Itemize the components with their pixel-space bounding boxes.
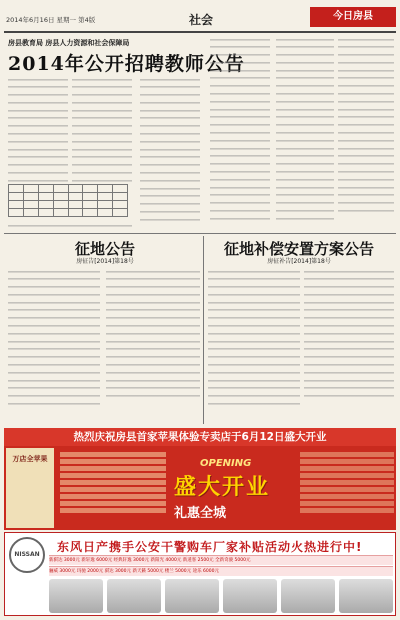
car-image xyxy=(339,579,393,613)
ad-side-panel: 万店全苹果 xyxy=(6,448,54,528)
nissan-headline: 东风日产携手公安干警购车厂家补贴活动火热进行中! xyxy=(57,540,363,554)
car-photos xyxy=(49,579,393,613)
car-image xyxy=(281,579,335,613)
page-header xyxy=(4,3,396,33)
ad-opening-label: OPENING xyxy=(200,458,252,469)
issue-date: 2014年6月16日 星期一 第4版 xyxy=(6,16,96,24)
car-image xyxy=(165,579,219,613)
article1-footer-text xyxy=(8,222,132,230)
ad-info-left xyxy=(60,450,166,526)
article1-title: 2014年公开招聘教师公告 xyxy=(8,53,245,75)
article1-col6-text xyxy=(338,36,394,226)
recruitment-table xyxy=(8,184,128,217)
ad-promo-text: 礼惠全城 xyxy=(174,506,227,521)
article3-col1-text xyxy=(208,268,300,418)
article3-col2-text xyxy=(304,268,394,418)
article1-col1-text xyxy=(8,76,68,182)
newspaper-logo: 今日房县 xyxy=(310,7,396,27)
car-image xyxy=(49,579,103,613)
section-divider xyxy=(4,233,396,234)
apple-store-ad[interactable] xyxy=(4,428,396,530)
article3-title: 征地补偿安置方案公告 xyxy=(223,240,374,258)
nissan-logo: NISSAN xyxy=(9,537,45,573)
article1-col5-text xyxy=(276,36,334,226)
car-image xyxy=(107,579,161,613)
article3-subtitle: 房征补告[2014]第18号 xyxy=(267,258,331,265)
ad-info-right xyxy=(300,450,394,526)
article2-col1-text xyxy=(8,268,100,418)
car-image xyxy=(223,579,277,613)
article1-col2-text xyxy=(72,76,132,182)
column-divider xyxy=(203,236,204,424)
price-row-1: 新骐达 3000元 新轩逸 6000元 经典轩逸 3000元 新阳光 4000元 新逍客 2500元 全新奇骏 5000元 xyxy=(49,555,393,565)
article1-col4-text xyxy=(210,36,270,226)
article1-col3-text xyxy=(140,76,200,226)
article2-title: 征地公告 xyxy=(74,240,135,258)
article2-col2-text xyxy=(106,268,200,418)
ad-grand-opening: 盛大开业 xyxy=(174,474,271,500)
price-row-2: 骊威 3000元 玛驰 2000元 骐达 3000元 新天籁 5000元 楼兰 5000元 途乐 6000元 xyxy=(49,566,393,576)
article1-kicker: 房县教育局 房县人力资源和社会保障局 xyxy=(8,39,130,47)
article2-subtitle: 房征告[2014]第18号 xyxy=(76,258,134,265)
ad-banner-headline: 热烈庆祝房县首家苹果体验专卖店于6月12日盛大开业 xyxy=(4,428,396,446)
nissan-ad[interactable] xyxy=(4,532,396,616)
section-title: 社会 xyxy=(189,13,214,27)
